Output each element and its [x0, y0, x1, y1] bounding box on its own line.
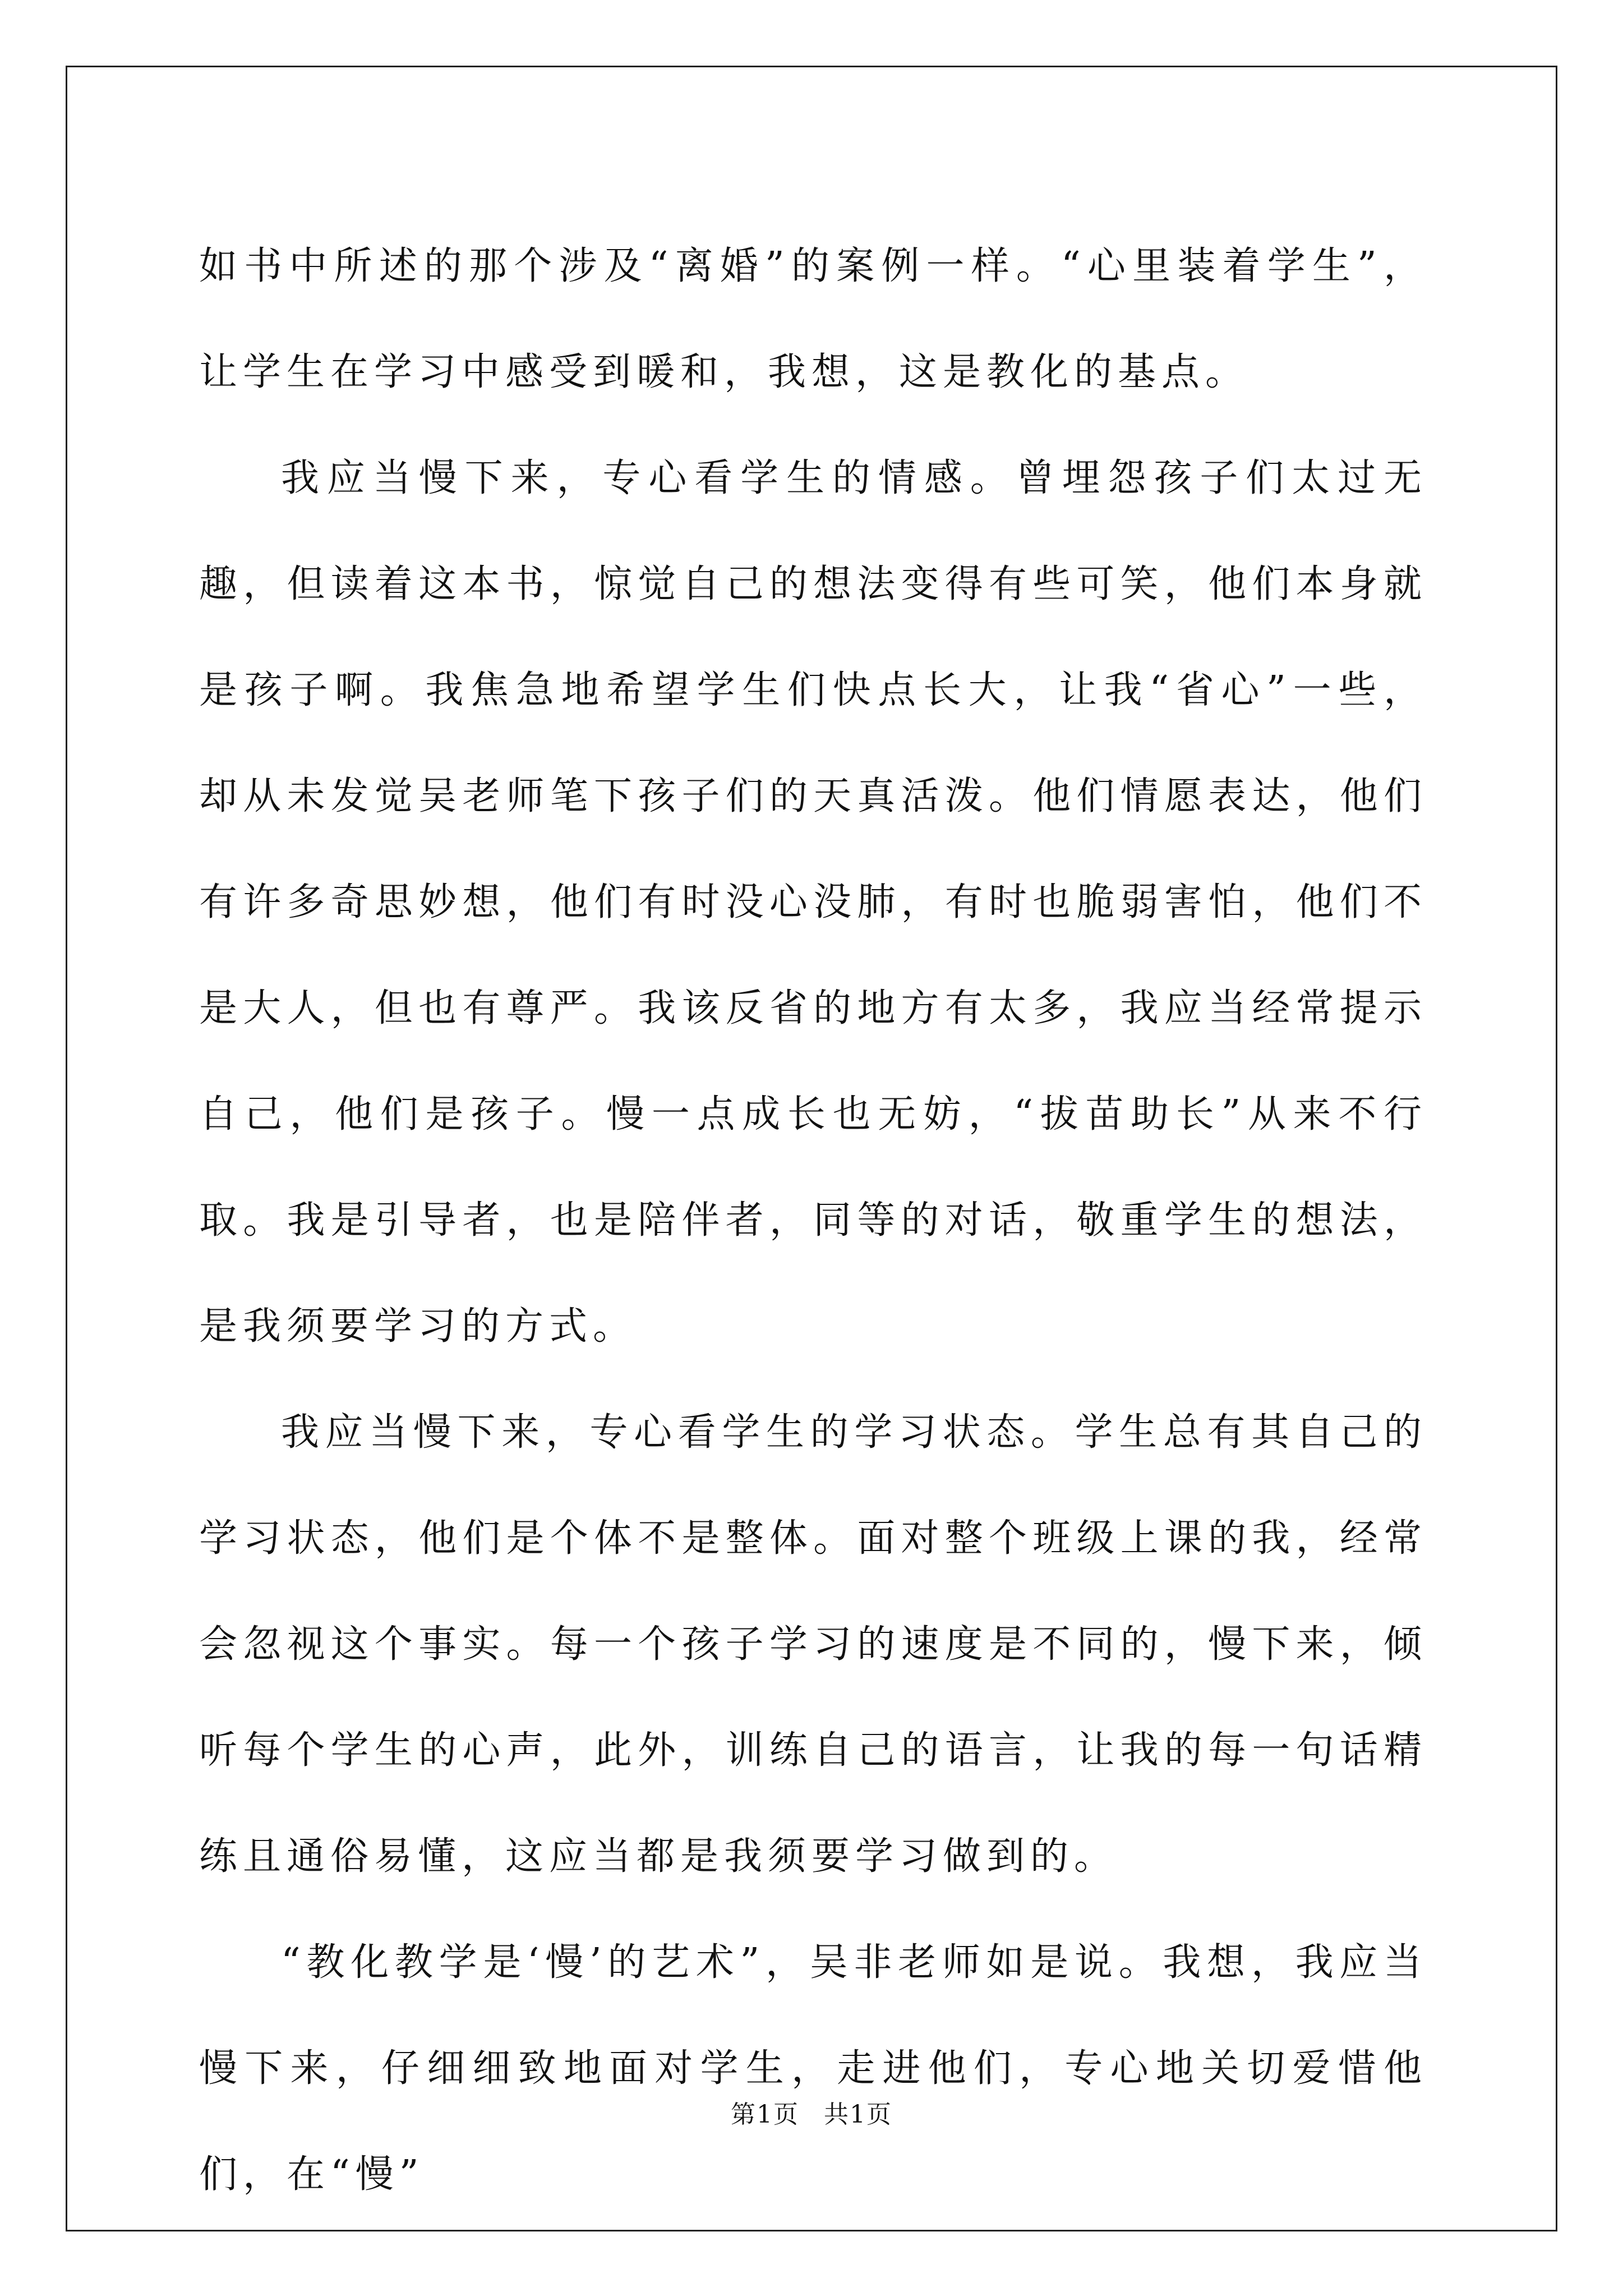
paragraph: 我应当慢下来，专心看学生的情感。曾埋怨孩子们太过无趣，但读着这本书，惊觉自己的想法变得有些可笑，他们本身就是孩子啊。我焦急地希望学生们快点长大，让我“省心”一些，却从未发觉吴老师笔下孩子们的天真活泼。他们情愿表达，他们有许多奇思妙想，他们有时没心没肺，有时也脆弱害怕，他们不是大人，但也有尊严。我该反省的地方有太多，我应当经常提示自己，他们是孩子。慢一点成长也无妨，“拔苗助长”从来不行取。我是引导者，也是陪伴者，同等的对话，敬重学生的想法，是我须要学习的方式。 [199, 456, 1427, 1349]
paragraph: 我应当慢下来，专心看学生的学习状态。学生总有其自己的学习状态，他们是个体不是整体。面对整个班级上课的我，经常会忽视这个事实。每一个孩子学习的速度是不同的，慢下来，倾听每个学生的心声，此外，训练自己的语言，让我的每一句话精练且通俗易懂，这应当都是我须要学习做到的。 [199, 1410, 1427, 1879]
document-body [199, 213, 1427, 2228]
page-total: 共1页 [824, 2100, 892, 2129]
paragraph: 如书中所述的那个涉及“离婚”的案例一样。“心里装着学生”，让学生在学习中感受到暖和，我想，这是教化的基点。 [199, 244, 1427, 394]
page-footer [0, 2098, 1623, 2132]
paragraph: “教化教学是‘慢’的艺术”，吴非老师如是说。我想，我应当慢下来，仔细细致地面对学生，走进他们，专心地关切爱惜他们，在“慢” [199, 1940, 1427, 2197]
page-number: 第1页 [731, 2100, 799, 2129]
